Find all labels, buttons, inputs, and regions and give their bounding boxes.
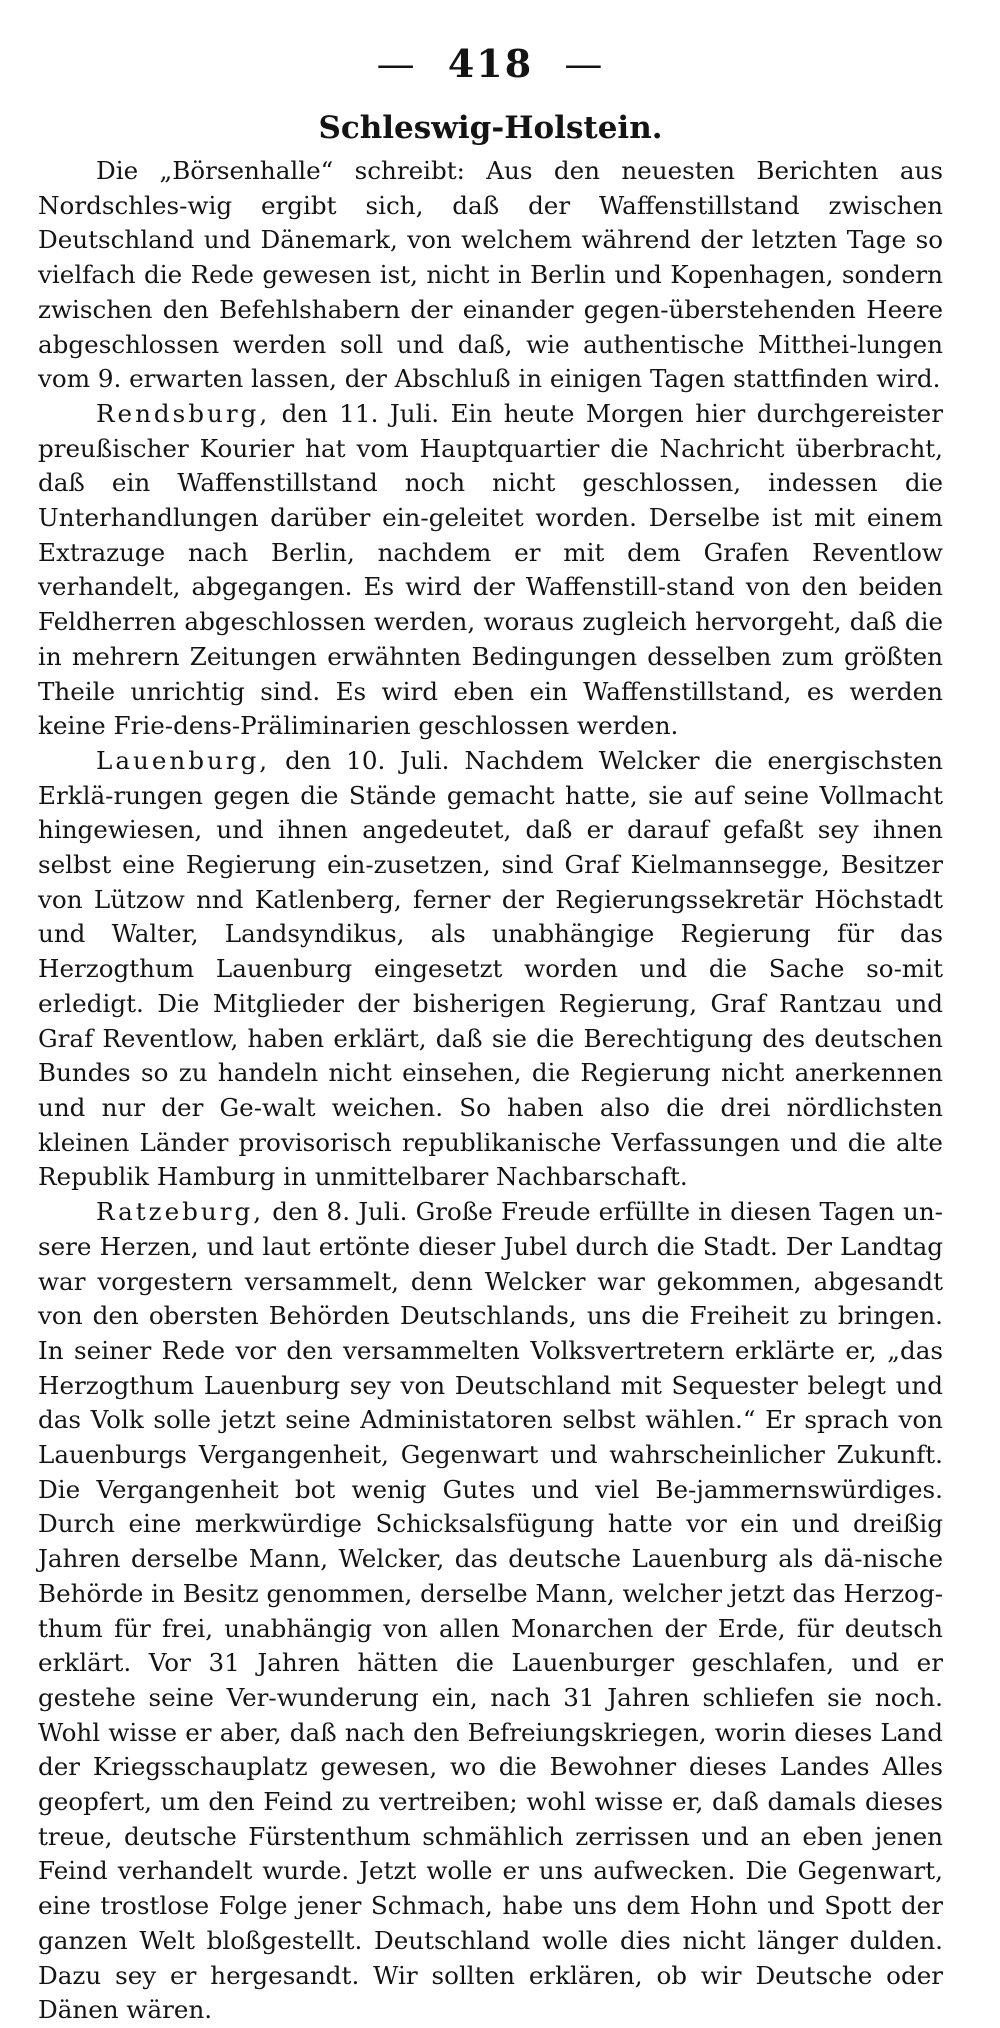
page-number — [38, 36, 943, 92]
article-paragraph-lauenburg — [38, 744, 943, 1195]
article-paragraph-rendsburg — [38, 397, 943, 744]
paragraph-text: Die „Börsenhalle“ schreibt: Aus den neuesten Berichten aus Nordschles-wig ergibt sich, daß der Waffenstillstand zwischen Deutschland und Dänemark, von welchem während der letzten Tage so vielfach die Rede gewesen ist, nicht in Berlin und Kopenhagen, sondern zwischen den Befehlshabern der einander gegen-überstehenden Heere abgeschlossen werden soll und daß, wie authentische Mitthei-lungen vom 9. erwarten lassen, der Abschluß in einigen Tagen stattfinden wird. — [38, 156, 943, 394]
dateline-rendsburg: Rendsburg, — [96, 398, 271, 428]
section-title: Schleswig-Holstein. — [318, 110, 663, 146]
dateline-lauenburg: Lauenburg, — [96, 745, 271, 775]
paragraph-text: den 10. Juli. Nachdem Welcker die energischsten Erklä-rungen gegen die Stände gemacht hatte, sie auf seine Vollmacht hingewiesen, und ihnen angedeutet, daß er darauf gefaßt sey ihnen selbst eine Regierung ein-zusetzen, sind Graf Kielmannsegge, Besitzer von Lützow nnd Katlenberg, ferner der Regierungssekretär Höchstadt und Walter, Landsyndikus, als unabhängige Regierung für das Herzogthum Lauenburg eingesetzt worden und die Sache so-mit erledigt. Die Mitglieder der bisherigen Regierung, Graf Rantzau und Graf Reventlow, haben erklärt, daß sie die Berechtigung des deutschen Bundes so zu handeln nicht einsehen, die Regierung nicht anerkennen und nur der Ge-walt weichen. So haben also die drei nördlichsten kleinen Länder provisorisch republikanische Verfassungen und die alte Republik Hamburg in unmittelbarer Nachbarschaft. — [38, 745, 943, 1192]
paragraph-text: den 11. Juli. Ein heute Morgen hier durchgereister preußischer Kourier hat vom Hauptquartier die Nachricht überbracht, daß ein Waffenstillstand noch nicht geschlossen, indessen die Unterhandlungen darüber ein-geleitet worden. Derselbe ist mit einem Extrazuge nach Berlin, nachdem er mit dem Grafen Reventlow verhandelt, abgegangen. Es wird der Waffenstill-stand von den beiden Feldherren abgeschlossen werden, woraus zugleich hervorgeht, daß die in mehrern Zeitungen erwähnten Bedingungen desselben zum größten Theile unrichtig sind. Es wird eben ein Waffenstillstand, es werden keine Frie-dens-Präliminarien geschlossen werden. — [38, 398, 943, 741]
page — [38, 36, 943, 2025]
page-number-dash-left: — — [376, 42, 417, 86]
paragraph-text: den 8. Juli. Große Freude erfüllte in diesen Tagen un-sere Herzen, und laut ertönte dieser Jubel durch die Stadt. Der Landtag war vorgestern versammelt, denn Welcker war gekommen, abgesandt von den obersten Behörden Deutschlands, uns die Freiheit zu bringen. In seiner Rede vor den versammelten Volksvertretern erklärte er, „das Herzogthum Lauenburg sey von Deutschland mit Sequester belegt und das Volk solle jetzt seine Administatoren selbst wählen.“ Er sprach von Lauenburgs Vergangenheit, Gegenwart und wahrscheinlicher Zukunft. Die Vergangenheit bot wenig Gutes und viel Be-jammernswürdiges. Durch eine merkwürdige Schicksalsfügung hatte vor ein und dreißig Jahren derselbe Mann, Welcker, das deutsche Lauenburg als dä-nische Behörde in Besitz genommen, derselbe Mann, welcher jetzt das Herzog-thum für frei, unabhängig von allen Monarchen der Erde, für deutsch erklärt. Vor 31 Jahren hätten die Lauenburger geschlafen, und er gestehe seine Ver-wunderung ein, nach 31 Jahren schliefen sie noch. Wohl wisse er aber, daß nach den Befreiungskriegen, worin dieses Land der Kriegsschauplatz gewesen, wo die Bewohner dieses Landes Alles geopfert, um den Feind zu vertreiben; wohl wisse er, daß damals dieses treue, deutsche Fürstenthum schmählich zerrissen und an eben jenen Feind verhandelt wurde. Jetzt wolle er uns aufwecken. Die Gegenwart, eine trostlose Folge jener Schmach, habe uns dem Hohn und Spott der ganzen Welt bloßgestellt. Deutschland wolle dies nicht länger dulden. Dazu sey er hergesandt. Wir sollten erklären, ob wir Deutsche oder Dänen wären. — [38, 1197, 943, 2025]
article-paragraph-boersenhalle — [38, 154, 943, 397]
page-number-dash-right: — — [564, 42, 605, 86]
article-paragraph-ratzeburg — [38, 1195, 943, 2028]
page-number-value: 418 — [447, 41, 534, 86]
dateline-ratzeburg: Ratzeburg, — [96, 1197, 265, 1227]
